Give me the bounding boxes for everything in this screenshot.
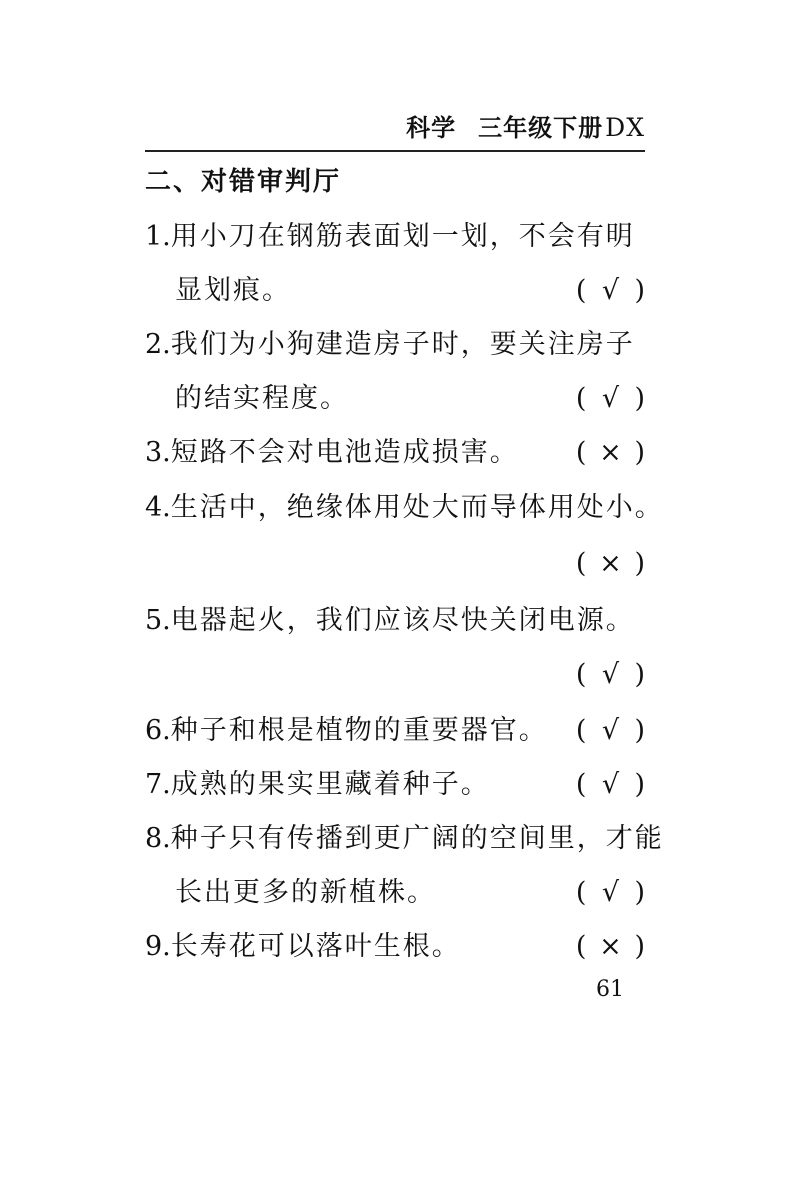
check-mark: √ [601,769,620,800]
header-edition: DX [605,113,645,142]
question-3 [145,426,645,480]
question-number: 7. [145,769,171,800]
question-9 [145,920,645,974]
answer-mark: ( × ) [576,426,645,480]
question-8-line-1 [145,812,664,866]
question-4-line-2 [145,537,645,591]
question-2-line-1 [145,318,645,372]
question-4-line-1 [145,481,664,535]
question-text-continued: 显划痕。 [175,275,291,306]
question-2-line-2 [175,372,645,426]
question-text: 用小刀在钢筋表面划一划，不会有明 [170,221,635,252]
answer-mark: ( × ) [576,920,645,974]
check-mark: √ [601,275,620,306]
check-mark: √ [601,659,620,690]
answer-mark: ( × ) [576,537,645,591]
answer-mark: ( √ ) [576,264,645,318]
question-5-line-1 [145,594,645,648]
header-divider [145,150,645,152]
question-6 [145,704,645,758]
cross-mark: × [599,931,622,962]
question-number: 3. [145,437,171,468]
question-text: 成熟的果实里藏着种子。 [170,769,490,800]
question-number: 4. [145,492,171,523]
question-number: 8. [145,823,171,854]
question-text: 种子只有传播到更广阔的空间里，才能 [170,823,664,854]
question-number: 5. [145,605,171,636]
check-mark: √ [601,715,620,746]
question-number: 1. [145,221,171,252]
question-5-line-2 [145,648,645,702]
cross-mark: × [599,437,622,468]
question-8-line-2 [175,866,645,920]
question-number: 9. [145,931,171,962]
check-mark: √ [601,383,620,414]
question-text: 长寿花可以落叶生根。 [170,931,461,962]
question-7 [145,758,645,812]
question-text: 我们为小狗建造房子时，要关注房子 [170,329,635,360]
cross-mark: × [599,548,622,579]
question-text: 生活中，绝缘体用处大而导体用处小。 [170,492,664,523]
header-grade: 三年级下册 [478,114,604,142]
question-1-line-2 [175,264,645,318]
question-text: 种子和根是植物的重要器官。 [170,715,548,746]
question-number: 6. [145,715,171,746]
answer-mark: ( √ ) [576,866,645,920]
page-header [145,108,645,148]
page-number: 61 [596,977,624,1002]
section-title: 二、对错审判厅 [145,167,342,197]
question-text-continued: 长出更多的新植株。 [175,877,436,908]
answer-mark: ( √ ) [576,372,645,426]
header-subject: 科学 [406,114,457,142]
question-text: 电器起火，我们应该尽快关闭电源。 [170,605,635,636]
question-number: 2. [145,329,171,360]
question-1-line-1 [145,210,645,264]
answer-mark: ( √ ) [576,704,645,758]
answer-mark: ( √ ) [576,758,645,812]
answer-mark: ( √ ) [576,648,645,702]
question-text: 短路不会对电池造成损害。 [170,437,519,468]
check-mark: √ [601,877,620,908]
question-text-continued: 的结实程度。 [175,383,349,414]
